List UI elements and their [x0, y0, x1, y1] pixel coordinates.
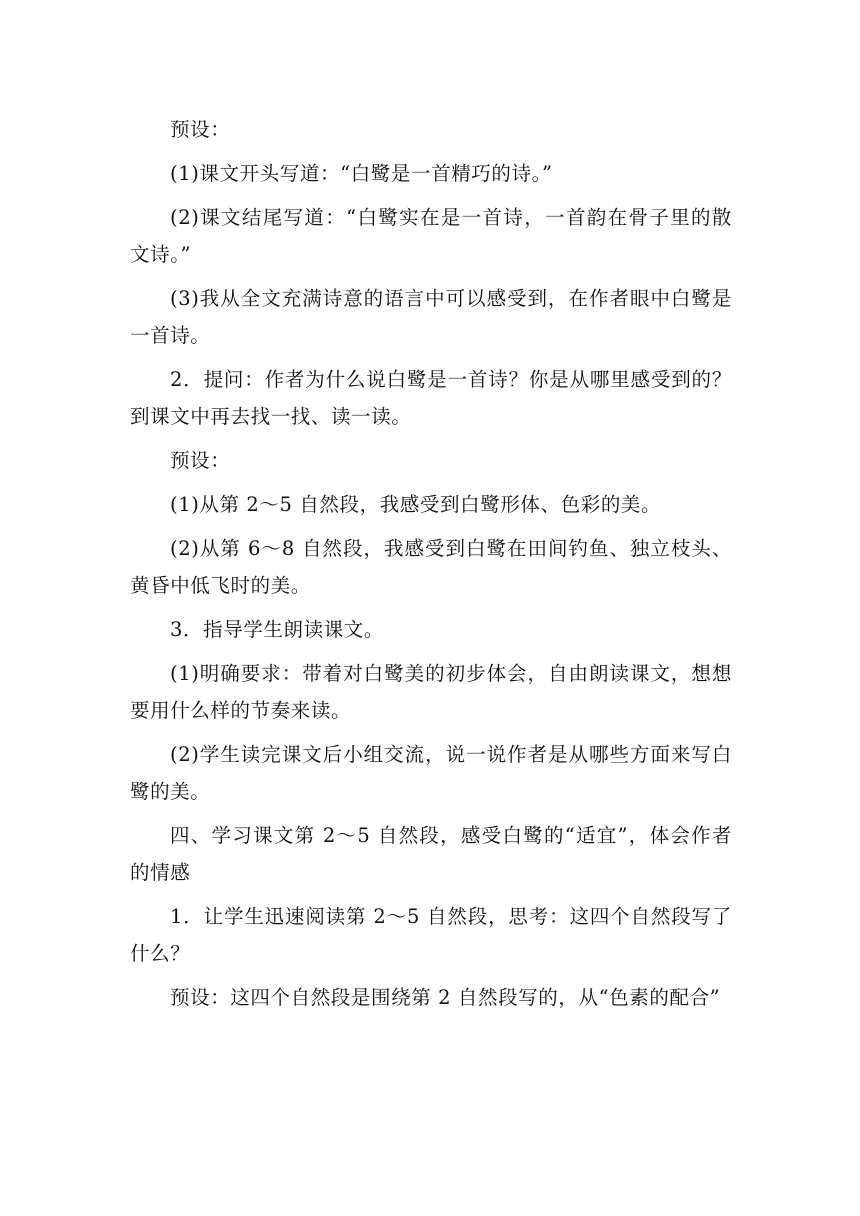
paragraph-item-paragraphs-6-8: (2)从第 6～8 自然段，我感受到白鹭在田间钓鱼、独立枝头、黄昏中低飞时的美。: [130, 537, 732, 597]
paragraph-item-opening: (1)课文开头写道：“白鹭是一首精巧的诗。”: [170, 162, 553, 185]
document-body: [130, 111, 732, 1023]
paragraph-step-1: 1．让学生迅速阅读第 2～5 自然段，思考：这四个自然段写了什么？: [130, 905, 732, 965]
paragraph-step-3: 3．指导学生朗读课文。: [170, 618, 385, 641]
paragraph-preset-3: 预设：这四个自然段是围绕第 2 自然段写的，从“色素的配合”: [170, 986, 721, 1009]
paragraph-item-paragraphs-2-5: (1)从第 2～5 自然段，我感受到白鹭形体、色彩的美。: [170, 493, 662, 516]
paragraph-item-language: (3)我从全文充满诗意的语言中可以感受到，在作者眼中白鹭是一首诗。: [130, 287, 732, 347]
paragraph-item-ending: (2)课文结尾写道：“白鹭实在是一首诗，一首韵在骨子里的散文诗。”: [130, 206, 732, 266]
paragraph-item-group-discussion: (2)学生读完课文后小组交流，说一说作者是从哪些方面来写白鹭的美。: [130, 743, 732, 803]
paragraph-preset-2: 预设：: [170, 449, 231, 472]
paragraph-question-2: 2．提问：作者为什么说白鹭是一首诗？你是从哪里感受到的？到课文中再去找一找、读一读。: [130, 368, 732, 428]
section-heading-four: 四、学习课文第 2～5 自然段，感受白鹭的“适宜”，体会作者的情感: [130, 824, 732, 884]
paragraph-item-requirement: (1)明确要求：带着对白鹭美的初步体会，自由朗读课文，想想要用什么样的节奏来读。: [130, 662, 732, 722]
paragraph-preset-1: 预设：: [170, 118, 231, 141]
